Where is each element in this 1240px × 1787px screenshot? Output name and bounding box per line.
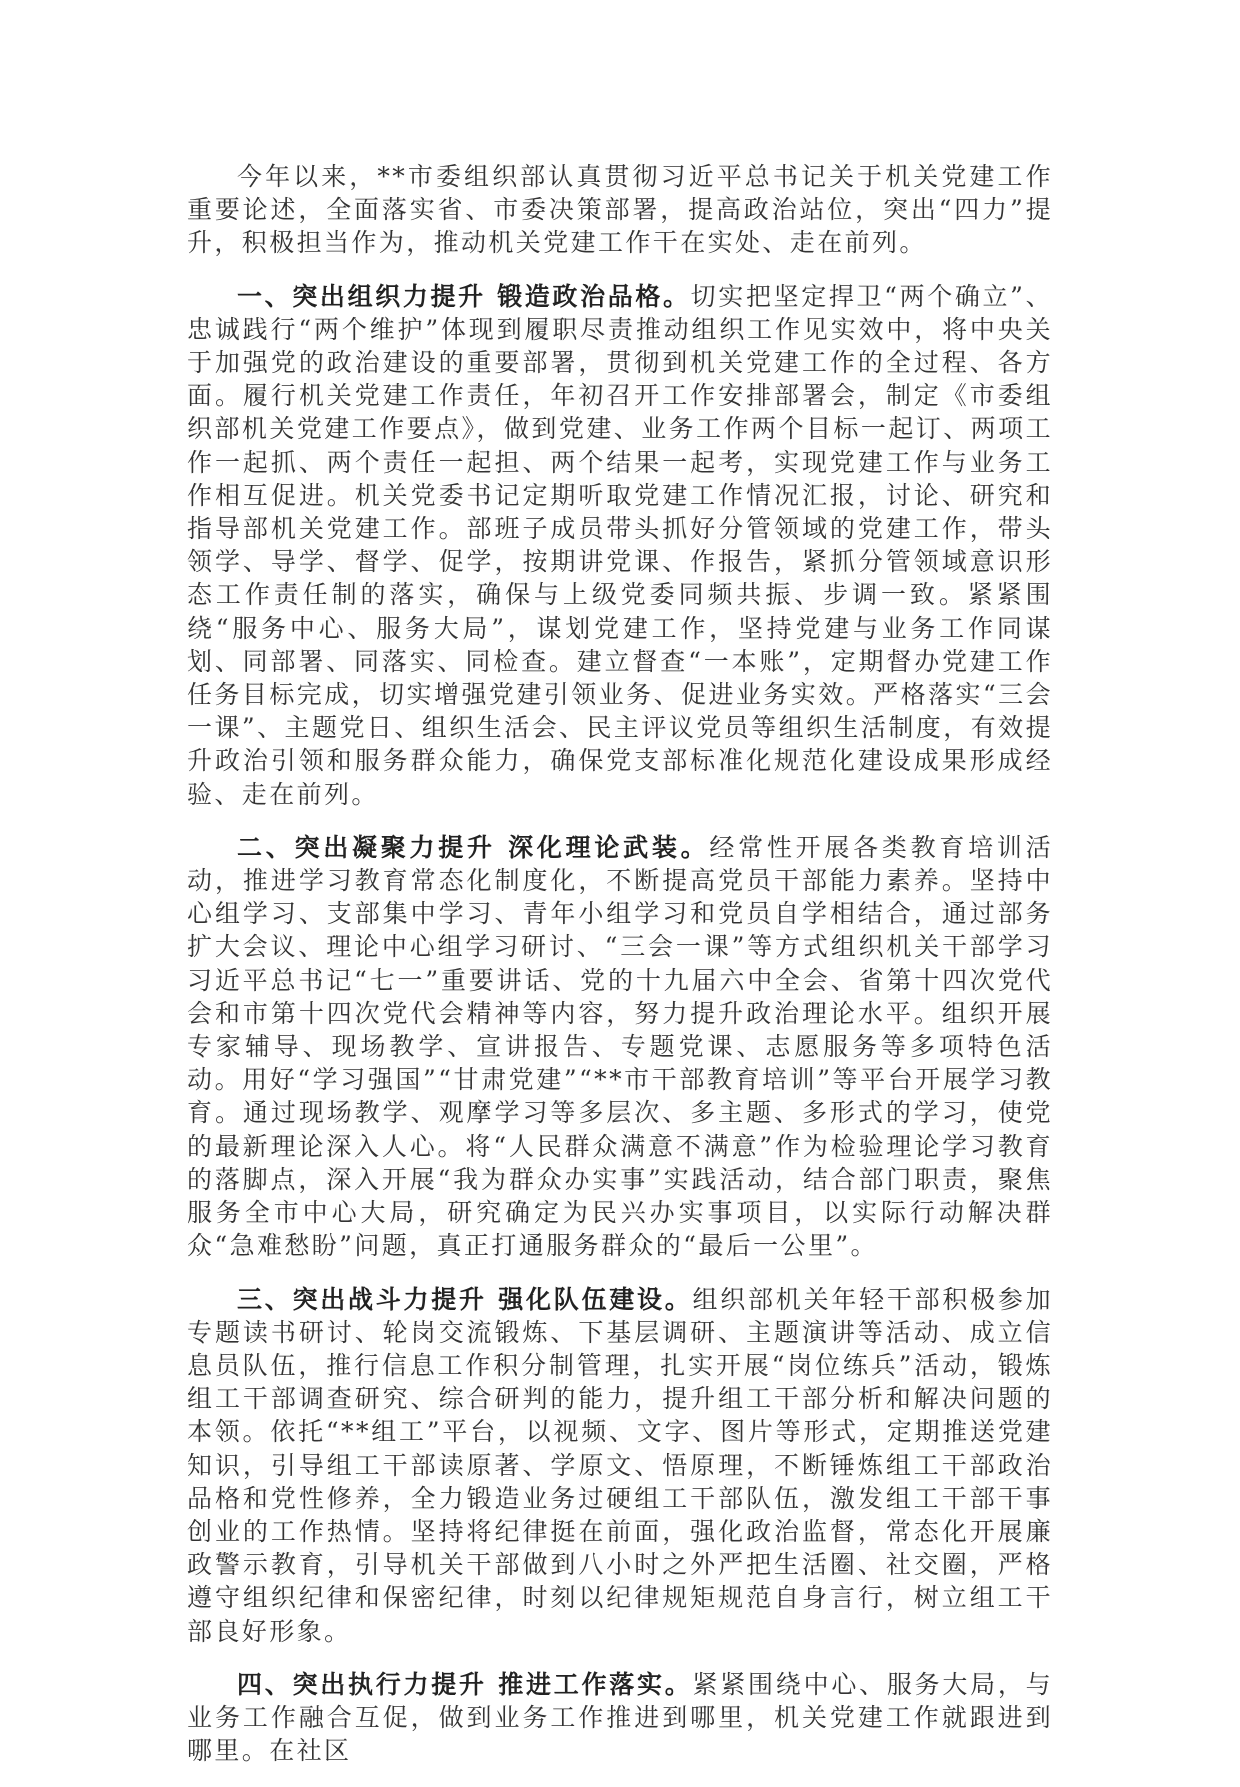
section-1-body: 切实把坚定捍卫“两个确立”、忠诚践行“两个维护”体现到履职尽责推动组织工作见实效中，将中央关于加强党的政治建设的重要部署，贯彻到机关党建工作的全过程、各方面。履行机关党建工作责任，年初召开工作安排部署会，制定《市委组织部机关党建工作要点》，做到党建、业务工作两个目标一起订、两项工作一起抓、两个责任一起担、两个结果一起考，实现党建工作与业务工作相互促进。机关党委书记定期听取党建工作情况汇报，讨论、研究和指导部机关党建工作。部班子成员带头抓好分管领域的党建工作，带头领学、导学、督学、促学，按期讲党课、作报告，紧抓分管领域意识形态工作责任制的落实，确保与上级党委同频共振、步调一致。紧紧围绕“服务中心、服务大局”，谋划党建工作，坚持党建与业务工作同谋划、同部署、同落实、同检查。建立督查“一本账”，定期督办党建工作任务目标完成，切实增强党建引领业务、促进业务实效。严格落实“三会一课”、主题党日、组织生活会、民主评议党员等组织生活制度，有效提升政治引领和服务群众能力，确保党支部标准化规范化建设成果形成经验、走在前列。 — [187, 281, 1053, 809]
intro-paragraph — [187, 160, 1053, 260]
section-3-body: 组织部机关年轻干部积极参加专题读书研讨、轮岗交流锻炼、下基层调研、主题演讲等活动、成立信息员队伍，推行信息工作积分制管理，扎实开展“岗位练兵”活动，锻炼组工干部调查研究、综合研判的能力，提升组工干部分析和解决问题的本领。依托“**组工”平台，以视频、文字、图片等形式，定期推送党建知识，引导组工干部读原著、学原文、悟原理，不断锤炼组工干部政治品格和党性修养，全力锻造业务过硬组工干部队伍，激发组工干部干事创业的工作热情。坚持将纪律挺在前面，强化政治监督，常态化开展廉政警示教育，引导机关干部做到八小时之外严把生活圈、社交圈，严格遵守组织纪律和保密纪律，时刻以纪律规矩规范自身言行，树立组工干部良好形象。 — [187, 1284, 1054, 1646]
paragraph-body: 今年以来，**市委组织部认真贯彻习近平总书记关于机关党建工作重要论述，全面落实省、市委决策部署，提高政治站位，突出“四力”提升，积极担当作为，推动机关党建工作干在实处、走在前列。 — [187, 162, 1053, 258]
section-4-heading: 四、突出执行力提升 推进工作落实。 — [237, 1669, 693, 1699]
section-2-body: 经常性开展各类教育培训活动，推进学习教育常态化制度化，不断提高党员干部能力素养。坚持中心组学习、支部集中学习、青年小组学习和党员自学相结合，通过部务扩大会议、理论中心组学习研讨、“三会一课”等方式组织机关干部学习习近平总书记“七一”重要讲话、党的十九届六中全会、省第十四次党代会和市第十四次党代会精神等内容，努力提升政治理论水平。组织开展专家辅导、现场教学、宣讲报告、专题党课、志愿服务等多项特色活动。用好“学习强国”“甘肃党建”“**市干部教育培训”等平台开展学习教育。通过现场教学、观摩学习等多层次、多主题、多形式的学习，使党的最新理论深入人心。将“人民群众满意不满意”作为检验理论学习教育的落脚点，深入开展“我为群众办实事”实践活动，结合部门职责，聚焦服务全市中心大局，研究确定为民兴办实事项目，以实际行动解决群众“急难愁盼”问题，真正打通服务群众的“最后一公里”。 — [187, 832, 1053, 1261]
section-3-paragraph — [187, 1283, 1053, 1648]
section-2-paragraph — [187, 831, 1053, 1263]
section-1-heading: 一、突出组织力提升 锻造政治品格。 — [237, 281, 691, 311]
document-page — [187, 160, 1053, 1787]
section-2-heading: 二、突出凝聚力提升 深化理论武装。 — [237, 832, 710, 862]
section-4-paragraph — [187, 1668, 1053, 1768]
section-4-body: 紧紧围绕中心、服务大局，与业务工作融合互促，做到业务工作推进到哪里，机关党建工作就跟进到哪里。在社区 — [187, 1669, 1054, 1766]
section-1-paragraph — [187, 280, 1053, 811]
section-3-heading: 三、突出战斗力提升 强化队伍建设。 — [237, 1284, 693, 1314]
